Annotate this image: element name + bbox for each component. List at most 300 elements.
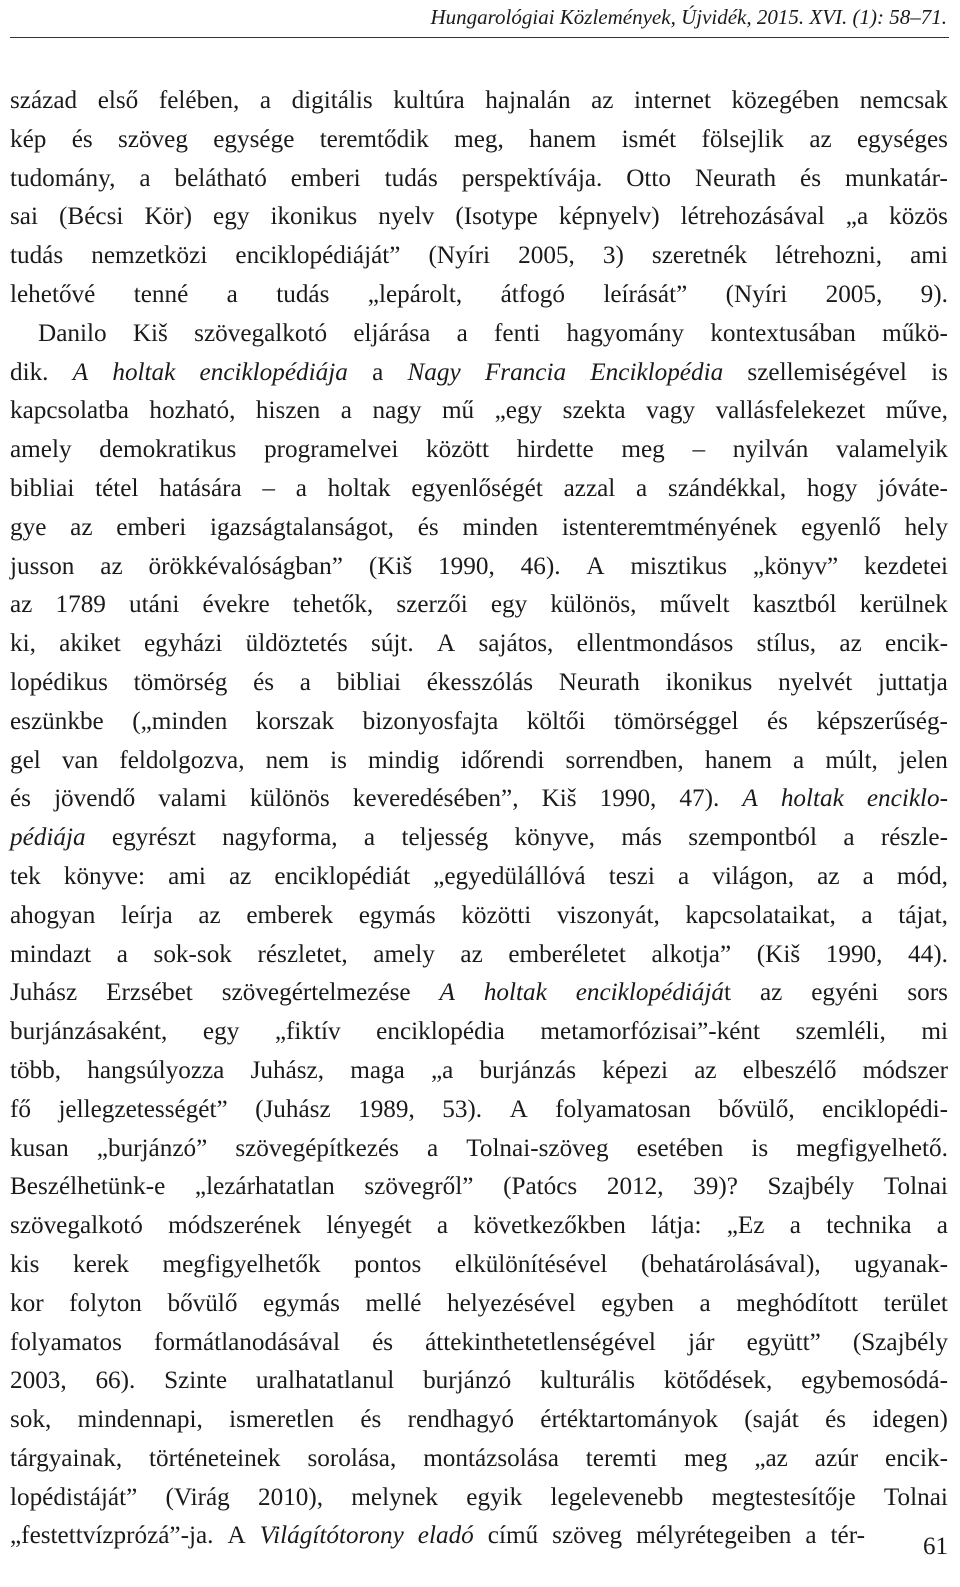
word-segment: Francia: [484, 358, 567, 386]
text-line: [10, 1440, 948, 1479]
word-segment: és: [10, 785, 31, 813]
word-segment: alkotja”: [651, 940, 732, 968]
word: [10, 897, 95, 936]
word-segment: nemzetközi: [91, 242, 208, 270]
word: [10, 1091, 31, 1130]
word: [10, 1401, 51, 1440]
word-segment: burjánzó: [423, 1367, 512, 1395]
word-segment: istenteremtményének: [561, 513, 778, 541]
word-segment: részle-: [880, 824, 948, 852]
word-segment: egy: [202, 1018, 240, 1046]
word: [250, 780, 330, 819]
word-segment: teremti: [585, 1444, 658, 1472]
word-segment: keveredésében”,: [352, 785, 519, 813]
word-segment: meg,: [454, 125, 504, 153]
word-segment: kapcsolatba: [10, 397, 129, 425]
word: [195, 1168, 335, 1207]
word-segment: kerülnek: [859, 591, 948, 619]
word-segment: nyilván: [732, 436, 809, 464]
word-segment: 1990,: [438, 552, 495, 580]
word-segment: a: [139, 164, 151, 192]
word: [666, 664, 753, 703]
word-segment: és: [767, 707, 788, 735]
word: [622, 121, 677, 160]
word-segment: az: [817, 862, 840, 890]
word-segment: kulturális: [539, 1367, 636, 1395]
word-segment: a: [699, 1289, 711, 1317]
word: [235, 1130, 399, 1169]
text-line: [10, 897, 948, 936]
word: [203, 1013, 239, 1052]
word-segment: mindennapi,: [77, 1406, 203, 1434]
word-segment: mélyrétegeiben: [636, 1522, 792, 1550]
text-line: [10, 509, 948, 548]
word: [815, 1440, 858, 1479]
word-segment: valamelyik: [836, 436, 948, 464]
word-segment: tétel: [95, 474, 139, 502]
word: [637, 1130, 724, 1169]
word: [727, 1207, 765, 1246]
word-segment: század: [10, 87, 78, 114]
text-line: [10, 1401, 948, 1440]
word-segment: bővülő: [167, 1289, 238, 1317]
word: [246, 897, 333, 936]
word: [726, 276, 788, 315]
word: [418, 509, 439, 548]
word: [119, 742, 244, 781]
word: [845, 160, 948, 199]
word: [695, 160, 776, 199]
word: [751, 1130, 768, 1169]
word: [266, 742, 309, 781]
word: [494, 315, 540, 354]
word: [805, 1517, 823, 1556]
word: [630, 548, 727, 587]
word-segment: műve,: [885, 397, 948, 425]
word: [168, 858, 206, 897]
word-segment: emberi: [116, 513, 187, 541]
word-segment: az: [70, 513, 93, 541]
word-segment: sok,: [10, 1406, 52, 1434]
word: [564, 470, 616, 509]
word: [73, 1246, 129, 1285]
word-segment: ikonikus: [665, 668, 753, 696]
word-segment: egymás: [263, 1289, 340, 1317]
word: [529, 121, 596, 160]
word: [200, 354, 348, 393]
word-segment: a: [861, 901, 873, 929]
word: [260, 1517, 411, 1556]
word: [552, 1517, 629, 1556]
word-segment: is: [330, 746, 347, 774]
word-segment: rendhagyó: [407, 1406, 514, 1434]
word: [747, 354, 906, 393]
word-segment: burjánzásaként,: [10, 1018, 168, 1046]
word-segment: emberéletet: [508, 940, 626, 968]
word: [132, 703, 227, 742]
word: [609, 858, 655, 897]
word-segment: vagy: [646, 397, 696, 425]
word-segment: holtak: [780, 785, 844, 813]
word-segment: jellegzetességét”: [58, 1095, 228, 1123]
word-segment: a: [793, 746, 805, 774]
word: [601, 1285, 674, 1324]
word-segment: 9).: [920, 280, 948, 308]
word: [106, 974, 193, 1013]
word-segment: a: [456, 319, 468, 347]
word-segment: 1990,: [825, 940, 883, 968]
word: [351, 1479, 438, 1518]
word-segment: „egy: [494, 397, 543, 425]
word-segment: több,: [10, 1056, 62, 1084]
word-segment: ami: [910, 242, 948, 270]
word: [540, 1362, 635, 1401]
word: [878, 470, 948, 509]
word: [229, 858, 251, 897]
word-segment: kor: [10, 1289, 44, 1317]
word: [10, 276, 95, 315]
word-segment: Neurath: [558, 668, 640, 696]
word: [393, 82, 464, 121]
word-segment: egybemosódá-: [801, 1367, 948, 1395]
word: [353, 315, 430, 354]
word: [166, 1479, 230, 1518]
word: [10, 392, 129, 431]
word: [10, 548, 74, 587]
word-segment: és: [825, 1406, 847, 1434]
word-segment: ismét: [621, 125, 677, 153]
word: [256, 392, 320, 431]
word: [78, 1401, 203, 1440]
word: [10, 1479, 137, 1518]
word-segment: dik.: [10, 358, 49, 386]
word-segment: a: [677, 862, 690, 890]
word-segment: jár: [687, 1328, 715, 1356]
word: [910, 237, 948, 276]
word: [768, 1168, 855, 1207]
text-line: [10, 664, 948, 703]
word: [246, 625, 348, 664]
word: [159, 470, 242, 509]
word-segment: mellé: [365, 1289, 422, 1317]
word-segment: kis: [10, 1250, 40, 1278]
word-segment: 1989,: [358, 1095, 415, 1123]
word-segment: uralhatatlanul: [255, 1367, 395, 1395]
word: [863, 1052, 948, 1091]
word-segment: kultúra: [393, 87, 465, 114]
word-segment: Világítótorony: [259, 1522, 404, 1550]
word-segment: 3): [602, 242, 624, 270]
word: [133, 315, 168, 354]
word-segment: kötődések,: [663, 1367, 773, 1395]
word-segment: tenné: [133, 280, 189, 308]
word: [222, 819, 337, 858]
word: [368, 276, 462, 315]
word: [732, 82, 840, 121]
word-segment: mű: [441, 397, 475, 425]
word-segment: fölsejlik: [701, 125, 785, 153]
word-segment: demokratikus: [99, 436, 237, 464]
page-number: 61: [923, 1533, 948, 1560]
word: [263, 1285, 340, 1324]
text-line: [10, 431, 948, 470]
word-segment: egysége: [213, 125, 295, 153]
word-segment: hajnalán: [485, 87, 571, 114]
word-segment: a: [805, 1522, 817, 1550]
body-text: [10, 82, 948, 1556]
word-segment: maga: [350, 1056, 405, 1084]
word-segment: egyik: [466, 1483, 523, 1511]
word-segment: A: [742, 785, 758, 813]
word-segment: szövegről”: [364, 1173, 474, 1201]
word: [809, 121, 831, 160]
word: [10, 431, 72, 470]
word-segment: Tolnai: [883, 1483, 948, 1511]
word: [69, 1285, 142, 1324]
word: [668, 470, 786, 509]
word: [10, 1013, 167, 1052]
word-segment: hangsúlyozza: [87, 1056, 225, 1084]
word-segment: a: [862, 862, 874, 890]
word: [753, 586, 837, 625]
word-segment: az: [100, 552, 123, 580]
word: [235, 237, 400, 276]
word-segment: (behatárolásával),: [640, 1250, 821, 1278]
word-segment: jusson: [10, 552, 75, 580]
word-segment: teszi: [608, 862, 655, 890]
word: [112, 819, 196, 858]
word-segment: az: [10, 591, 33, 619]
word: [275, 1013, 341, 1052]
word-segment: igazságtalanságot,: [210, 513, 394, 541]
word-segment: a: [299, 668, 311, 696]
word: [463, 509, 539, 548]
word: [485, 354, 566, 393]
word: [433, 858, 585, 897]
word-segment: „lepárolt,: [367, 280, 463, 308]
word-segment: 2005,: [825, 280, 883, 308]
word: [867, 780, 948, 819]
word-segment: Szajbély: [767, 1173, 855, 1201]
word-segment: hanem: [704, 746, 772, 774]
word-segment: átfogó: [500, 280, 565, 308]
word: [10, 974, 77, 1013]
word-segment: amely: [373, 940, 435, 968]
word: [442, 392, 474, 431]
text-line: [10, 1168, 948, 1207]
word: [602, 1052, 668, 1091]
word-segment: gye: [10, 513, 47, 541]
word-segment: Kör): [144, 203, 192, 231]
word-segment: tudomány,: [10, 164, 116, 192]
word: [10, 1246, 39, 1285]
word-segment: folyton: [69, 1289, 142, 1317]
word-segment: (Virág: [165, 1483, 230, 1511]
word: [460, 742, 544, 781]
word: [660, 586, 730, 625]
word-segment: „Ez: [726, 1212, 765, 1240]
word: [64, 858, 145, 897]
word: [341, 392, 352, 431]
word-segment: örökkévalóságban”: [148, 552, 343, 580]
word-segment: nagy: [372, 397, 422, 425]
word-segment: folyamatosan: [555, 1095, 691, 1123]
word: [897, 858, 948, 897]
word: [10, 354, 48, 393]
word: [701, 121, 784, 160]
word: [255, 1091, 331, 1130]
word-segment: is: [931, 358, 948, 386]
word: [10, 858, 41, 897]
word-segment: belátható: [174, 164, 267, 192]
word: [736, 1285, 858, 1324]
word-segment: tehetők,: [292, 591, 374, 619]
word: [10, 1362, 67, 1401]
text-line: [10, 470, 948, 509]
word: [757, 625, 817, 664]
word: [10, 1130, 69, 1169]
text-line: [10, 237, 948, 276]
word-segment: eladó: [417, 1522, 474, 1550]
word: [70, 509, 92, 548]
word-segment: A: [437, 630, 456, 658]
word-segment: korszak: [255, 707, 335, 735]
word: [354, 1246, 421, 1285]
word: [881, 819, 948, 858]
word-segment: enciklo-: [866, 785, 948, 813]
word-segment: Kiš: [541, 785, 577, 813]
text-line: [10, 1285, 948, 1324]
word: [256, 1362, 394, 1401]
text-line: [10, 858, 948, 897]
word-segment: létrehozni,: [775, 242, 883, 270]
word: [10, 1324, 122, 1363]
word-segment: sok-sok: [153, 940, 232, 968]
word-segment: (saját: [744, 1406, 799, 1434]
word-segment: melynek: [351, 1483, 439, 1511]
word-segment: ismeretlen: [229, 1406, 335, 1434]
word: [651, 936, 731, 975]
word: [91, 237, 207, 276]
word: [320, 121, 429, 160]
word: [56, 586, 106, 625]
word: [95, 470, 138, 509]
word: [276, 276, 329, 315]
word-segment: holtak: [327, 474, 391, 502]
word: [426, 431, 489, 470]
word-segment: módszer: [862, 1056, 948, 1084]
word: [360, 1401, 381, 1440]
word: [744, 1401, 799, 1440]
word-segment: sorrendben,: [565, 746, 684, 774]
word: [10, 586, 32, 625]
text-line: [10, 392, 948, 431]
word: [621, 819, 662, 858]
word: [484, 974, 547, 1013]
word-segment: esetében: [636, 1134, 724, 1162]
word-segment: lopédikus: [10, 668, 108, 696]
word: [10, 1052, 61, 1091]
word-segment: egyházi: [144, 630, 223, 658]
word: [757, 936, 800, 975]
word: [462, 160, 603, 199]
word: [10, 121, 46, 160]
word: [10, 1168, 165, 1207]
word-segment: (Kiš: [756, 940, 801, 968]
word: [742, 780, 757, 819]
word-segment: is: [751, 1134, 769, 1162]
word: [164, 1362, 227, 1401]
word: [466, 1479, 522, 1518]
word-segment: szemléli,: [795, 1018, 886, 1046]
text-line: [10, 1246, 948, 1285]
word: [778, 664, 852, 703]
word-segment: legelevenebb: [550, 1483, 684, 1511]
word: [614, 703, 739, 742]
word-segment: felében,: [158, 87, 240, 114]
word: [872, 1401, 948, 1440]
word-segment: kezdetei: [864, 552, 948, 580]
text-line: [10, 819, 948, 858]
word: [59, 198, 123, 237]
word-segment: tudás: [384, 164, 438, 192]
word: [562, 509, 777, 548]
word: [760, 974, 782, 1013]
word: [692, 431, 705, 470]
word: [503, 1168, 577, 1207]
word-segment: nagyforma,: [222, 824, 338, 852]
word-segment: encik-: [885, 630, 948, 658]
word: [429, 237, 491, 276]
word-segment: és: [71, 125, 93, 153]
word: [369, 548, 412, 587]
word-segment: teljesség: [401, 824, 489, 852]
word: [508, 936, 625, 975]
word-segment: A: [439, 979, 455, 1007]
word: [373, 936, 435, 975]
word-segment: eljárása: [353, 319, 431, 347]
word-segment: mindazt: [10, 940, 92, 968]
word-segment: Nagy: [407, 358, 461, 386]
word-segment: enciklopédi-: [822, 1095, 948, 1123]
text-line: [10, 548, 948, 587]
word-segment: metamorfózisai”-ként: [540, 1018, 761, 1046]
word-segment: hiszen: [255, 397, 321, 425]
word: [366, 1285, 422, 1324]
word-segment: hatására: [159, 474, 242, 502]
word-segment: terület: [883, 1289, 948, 1317]
word-segment: egy: [213, 203, 250, 231]
word: [466, 1130, 608, 1169]
word: [527, 703, 586, 742]
word-segment: szerzői: [396, 591, 468, 619]
word-segment: A: [72, 358, 89, 386]
word-segment: időrendi: [460, 746, 545, 774]
word: [542, 780, 577, 819]
word-segment: emberi: [290, 164, 361, 192]
word-segment: világon,: [712, 862, 795, 890]
word-segment: Tolnai: [883, 1173, 948, 1201]
word-segment: szövegértelmezése: [221, 979, 411, 1007]
word: [372, 392, 421, 431]
word-segment: 53).: [442, 1095, 483, 1123]
word: [300, 664, 311, 703]
word-segment: részletet,: [257, 940, 348, 968]
word: [154, 936, 232, 975]
word: [646, 392, 695, 431]
word-segment: Otto: [626, 164, 672, 192]
word-segment: ékesszólás: [426, 668, 534, 696]
